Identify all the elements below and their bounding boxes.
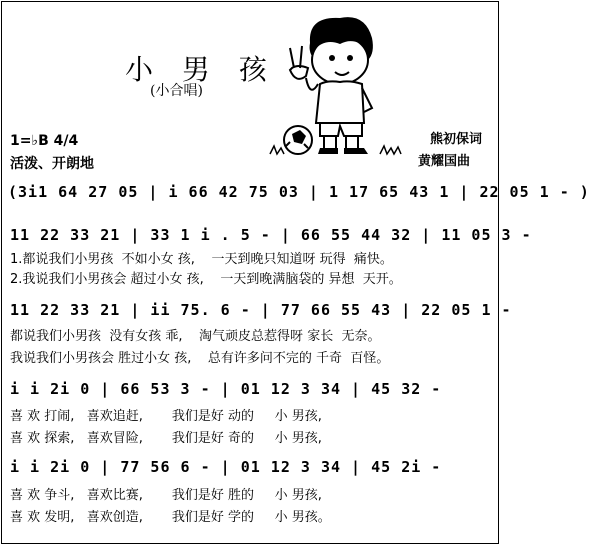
line1-lyric-verse2: 2.我说我们小男孩会 超过小女 孩, 一天到晚满脑袋的 异想 天开。	[10, 272, 402, 287]
line1-lyric-verse1: 1.都说我们小男孩 不如小女 孩, 一天到晚只知道呀 玩得 痛快。	[10, 252, 393, 267]
line4-lyric-verse1: 喜 欢 争斗, 喜欢比赛, 我们是好 胜的 小 男孩,	[10, 488, 322, 503]
intro-notation: (3i1 64 27 05 | i 66 42 75 03 | 1 17 65 43 1 | 22 05 1 - )	[8, 183, 590, 201]
song-title: 小 男 孩	[125, 53, 277, 86]
line2-lyric-verse1: 都说我们小男孩 没有女孩 乖, 淘气顽皮总惹得呀 家长 无奈。	[10, 329, 381, 344]
boy-with-soccer-ball-icon	[280, 8, 435, 158]
line1-notation: 11 22 33 21 | 33 1 i . 5 - | 66 55 44 32 | 11 05 3 -	[10, 226, 532, 244]
line4-lyric-verse2: 喜 欢 发明, 喜欢创造, 我们是好 学的 小 男孩。	[10, 510, 331, 525]
line3-lyric-verse2: 喜 欢 探索, 喜欢冒险, 我们是好 奇的 小 男孩,	[10, 431, 322, 446]
song-subtitle: (小合唱)	[150, 83, 203, 99]
key-signature: 1=♭B 4/4	[10, 133, 79, 149]
line2-lyric-verse2: 我说我们小男孩会 胜过小女 孩, 总有许多问不完的 千奇 百怪。	[10, 351, 390, 366]
line3-lyric-verse1: 喜 欢 打闹, 喜欢追赶, 我们是好 动的 小 男孩,	[10, 409, 322, 424]
tempo-marking: 活泼、开朗地	[10, 156, 94, 172]
line2-notation: 11 22 33 21 | ii 75. 6 - | 77 66 55 43 | 22 05 1 -	[10, 301, 512, 319]
lyricist-credit: 熊初保词	[430, 132, 483, 147]
composer-credit: 黄耀国曲	[418, 154, 471, 169]
line3-notation: i i 2i 0 | 66 53 3 - | 01 12 3 34 | 45 32 -	[10, 380, 442, 398]
line4-notation: i i 2i 0 | 77 56 6 - | 01 12 3 34 | 45 2i -	[10, 458, 442, 476]
